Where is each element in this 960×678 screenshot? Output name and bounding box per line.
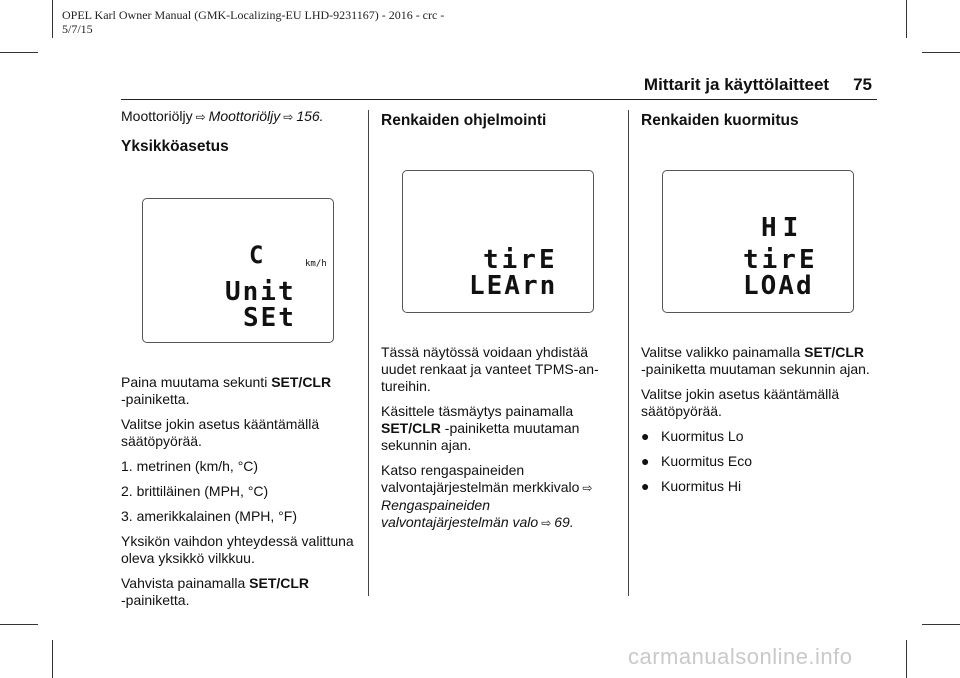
engine-oil-page[interactable]: 156.	[296, 108, 324, 124]
tire-learn-description: Tässä näytössä voidaan yhdistää uudet renkaat ja vanteet TPMS-antureihin.	[381, 344, 599, 394]
crop-mark	[52, 640, 53, 678]
tire-learn-heading: Renkaiden ohjelmointi	[381, 112, 547, 129]
set-segment-text: SEt	[243, 303, 296, 333]
crop-mark	[922, 624, 960, 625]
watermark: carmanualsonline.info	[628, 644, 853, 669]
tire-load-heading: Renkaiden kuormitus	[641, 112, 799, 129]
column-1-body	[121, 374, 361, 617]
press-set-clr-text: Paina muutama sekunti SET/CLR -painiketta.	[121, 374, 332, 407]
set-clr-label: SET/CLR	[249, 575, 310, 591]
unit-segment-text: Unit	[225, 277, 296, 307]
blink-note: Yksikön vaihdon yhteydessä valittuna oleva yksikkö vilkkuu.	[121, 533, 354, 566]
header-line-1: OPEL Karl Owner Manual (GMK-Localizing-EU LHD-9231167) - 2016 - crc -	[62, 8, 445, 22]
set-clr-label: SET/CLR	[381, 420, 441, 436]
engine-oil-link[interactable]: Moottoriöljy	[208, 108, 281, 124]
option-us: 3. amerikkalainen (MPH, °F)	[121, 508, 297, 524]
bullet-icon: ●	[641, 428, 650, 444]
tpms-link[interactable]: Rengaspaineiden valvontajärjestelmän valo	[381, 497, 539, 530]
crop-mark	[52, 0, 53, 38]
document-header	[62, 8, 444, 36]
reference-arrow-icon: ⇨	[283, 110, 294, 124]
engine-oil-reference: Moottoriöljy ⇨ Moottoriöljy ⇨ 156.	[121, 108, 324, 124]
column-2	[381, 112, 621, 129]
column-divider	[368, 110, 369, 596]
option-imperial: 2. brittiläinen (MPH, °C)	[121, 483, 269, 499]
column-divider	[628, 110, 629, 596]
crop-mark	[0, 52, 38, 53]
section-title: Mittarit ja käyttölaitteet	[643, 75, 830, 94]
tire-load-select-text: Valitse jokin asetus kääntämällä säätöpyörää.	[641, 386, 840, 419]
tire-load-instruction: Valitse valikko painamalla SET/CLR -painiketta muutaman sekunnin ajan.	[641, 344, 870, 377]
page-number: 75	[853, 75, 872, 94]
select-setting-text: Valitse jokin asetus kääntämällä säätöpyörää.	[121, 416, 320, 449]
page-heading	[644, 75, 872, 95]
column-2-body	[381, 344, 621, 540]
unit-setting-heading: Yksikköasetus	[121, 138, 229, 155]
bullet-icon: ●	[641, 453, 650, 469]
list-item: ● Kuormitus Eco	[641, 453, 753, 469]
speed-unit-label: km/h	[305, 259, 327, 269]
header-rule	[121, 99, 877, 100]
list-item: ● Kuormitus Hi	[641, 478, 742, 494]
tpms-reference: Katso rengaspaineiden valvontajärjestelmän merkkivalo ⇨Rengaspaineiden valvontajärjestelmän valo ⇨ 69.	[381, 462, 593, 530]
hi-segment-text: HI	[761, 213, 805, 243]
crop-mark	[0, 624, 38, 625]
tire-learn-instruction: Käsittele täsmäytys painamalla SET/CLR -painiketta muutaman sekunnin ajan.	[381, 403, 580, 453]
set-clr-label: SET/CLR	[804, 344, 865, 360]
column-3-body	[641, 344, 881, 503]
confirm-text: Vahvista painamalla SET/CLR -painiketta.	[121, 575, 310, 608]
bullet-icon: ●	[641, 478, 650, 494]
column-1	[121, 108, 361, 155]
tire-learn-display	[402, 170, 594, 313]
tpms-page[interactable]: 69.	[554, 514, 574, 530]
crop-mark	[906, 640, 907, 678]
set-clr-label: SET/CLR	[271, 374, 332, 390]
header-line-2: 5/7/15	[62, 22, 93, 36]
option-metric: 1. metrinen (km/h, °C)	[121, 458, 259, 474]
reference-arrow-icon: ⇨	[582, 481, 593, 495]
crop-mark	[906, 0, 907, 38]
crop-mark	[922, 52, 960, 53]
tire-load-display	[662, 170, 854, 313]
unit-setting-display	[142, 198, 334, 343]
reference-arrow-icon: ⇨	[195, 110, 206, 124]
load-options-list	[641, 428, 881, 495]
tire-segment-text: tirE	[743, 245, 818, 275]
load-segment-text: LOAd	[743, 271, 814, 301]
reference-arrow-icon: ⇨	[541, 516, 552, 530]
list-item: ● Kuormitus Lo	[641, 428, 744, 444]
learn-segment-text: LEArn	[469, 271, 558, 301]
column-3	[641, 112, 881, 129]
temperature-segment: Ϲ	[249, 241, 264, 269]
tire-segment-text: tirE	[483, 245, 558, 275]
